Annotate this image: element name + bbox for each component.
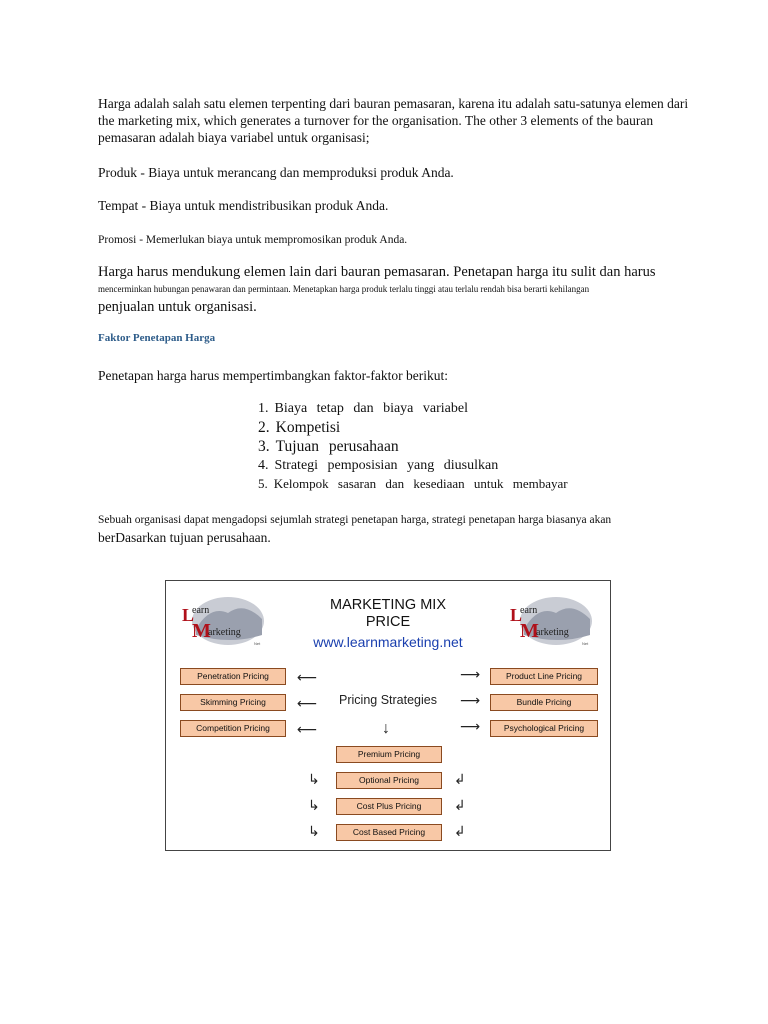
- arrow-left-icon: ⟵: [297, 721, 318, 737]
- svg-text:Net: Net: [582, 641, 589, 646]
- learn-marketing-logo-left: [180, 595, 266, 651]
- arrow-down-left-icon: ↲: [454, 797, 466, 813]
- svg-text:L: L: [510, 605, 523, 625]
- svg-text:arketing: arketing: [536, 627, 569, 638]
- svg-text:M: M: [192, 620, 211, 642]
- svg-text:M: M: [520, 620, 539, 642]
- strategy-line-2: berDasarkan tujuan perusahaan.: [98, 530, 271, 545]
- figure-title-line-1: MARKETING MIX: [329, 597, 446, 613]
- box-psychological-pricing: Psychological Pricing: [490, 720, 598, 737]
- list-item: 3. Tujuan perusahaan: [258, 438, 399, 455]
- arrow-down-left-icon: ↲: [454, 771, 466, 787]
- marketing-mix-figure: [165, 580, 611, 851]
- arrow-right-icon: ⟶: [460, 692, 481, 708]
- box-competition-pricing: Competition Pricing: [180, 720, 286, 737]
- learn-marketing-logo-right: [508, 595, 594, 651]
- svg-text:Net: Net: [254, 641, 261, 646]
- box-penetration-pricing: Penetration Pricing: [180, 668, 286, 685]
- section-heading: Faktor Penetapan Harga: [98, 332, 216, 344]
- intro-paragraph: Harga adalah salah satu elemen terpenting dari bauran pemasaran, karena itu adalah satu-satunya elemen dari the marketing mix, which generates a turnover for the organisation. The other 3 elements of the bauran pemasaran adalah biaya variabel untuk organisasi;: [98, 96, 689, 145]
- box-cost-plus-pricing: Cost Plus Pricing: [336, 798, 442, 815]
- list-item: 1. Biaya tetap dan biaya variabel: [258, 401, 468, 416]
- arrow-down-left-icon: ↲: [454, 823, 466, 839]
- arrow-down-icon: ↓: [382, 720, 390, 737]
- arrow-right-icon: ⟶: [460, 666, 481, 682]
- figure-title-line-2: PRICE: [365, 614, 411, 630]
- factors-intro: Penetapan harga harus mempertimbangkan faktor-faktor berikut:: [98, 368, 448, 383]
- list-item: 5. Kelompok sasaran dan kesediaan untuk membayar: [258, 476, 568, 491]
- harga-line-3: penjualan untuk organisasi.: [98, 299, 257, 315]
- arrow-right-icon: ⟶: [460, 718, 481, 734]
- svg-text:arketing: arketing: [208, 627, 241, 638]
- arrow-down-right-icon: ↳: [308, 797, 320, 813]
- svg-text:earn: earn: [192, 605, 210, 616]
- harga-line-1: Harga harus mendukung elemen lain dari bauran pemasaran. Penetapan harga itu sulit dan harus: [98, 264, 656, 280]
- arrow-left-icon: ⟵: [297, 695, 318, 711]
- box-bundle-pricing: Bundle Pricing: [490, 694, 598, 711]
- box-optional-pricing: Optional Pricing: [336, 772, 442, 789]
- figure-title: [276, 597, 500, 631]
- arrow-down-right-icon: ↳: [308, 823, 320, 839]
- factor-list: [258, 399, 568, 493]
- pricing-strategies-label: Pricing Strategies: [339, 693, 437, 707]
- svg-text:earn: earn: [520, 605, 538, 616]
- arrow-down-right-icon: ↳: [308, 771, 320, 787]
- svg-text:L: L: [182, 605, 195, 625]
- strategy-line-1: Sebuah organisasi dapat mengadopsi sejumlah strategi penetapan harga, strategi penetapan harga biasanya akan: [98, 514, 612, 526]
- promosi-line: Promosi - Memerlukan biaya untuk mempromosikan produk Anda.: [98, 234, 408, 246]
- list-item: 4. Strategi pemposisian yang diusulkan: [258, 458, 499, 473]
- tempat-line: Tempat - Biaya untuk mendistribusikan produk Anda.: [98, 198, 389, 213]
- box-product-line-pricing: Product Line Pricing: [490, 668, 598, 685]
- produk-line: Produk - Biaya untuk merancang dan memproduksi produk Anda.: [98, 165, 454, 180]
- box-premium-pricing: Premium Pricing: [336, 746, 442, 763]
- arrow-left-icon: ⟵: [297, 669, 318, 685]
- box-cost-based-pricing: Cost Based Pricing: [336, 824, 442, 841]
- box-skimming-pricing: Skimming Pricing: [180, 694, 286, 711]
- list-item: 2. Kompetisi: [258, 419, 341, 436]
- figure-url: www.learnmarketing.net: [313, 634, 463, 650]
- harga-line-2: mencerminkan hubungan penawaran dan permintaan. Menetapkan harga produk terlalu tinggi atau terlalu rendah bisa berarti kehilangan: [98, 284, 590, 294]
